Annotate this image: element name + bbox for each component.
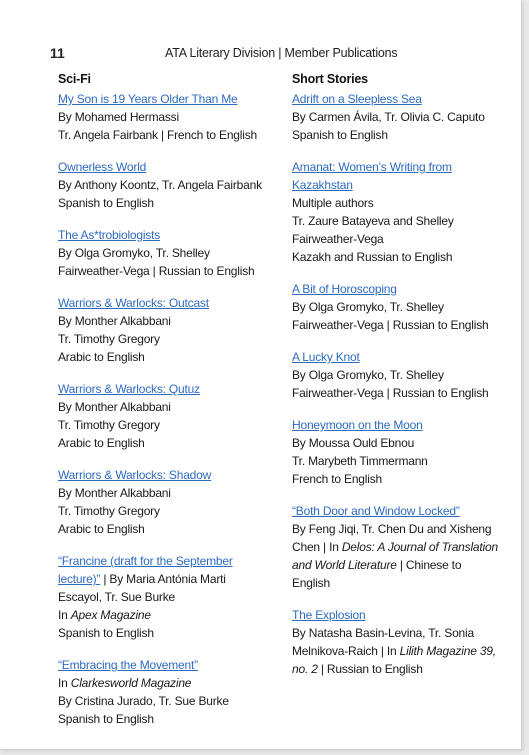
venue-name-cont: no. 2 xyxy=(292,662,318,676)
venue-line xyxy=(292,642,496,660)
publication-entry xyxy=(58,466,280,538)
publication-title-link[interactable]: Warriors & Warlocks: Qutuz xyxy=(58,382,200,396)
author-line: By Olga Gromyko, Tr. Shelley xyxy=(58,246,210,260)
publication-entry xyxy=(292,90,492,144)
translator-line: Tr. Timothy Gregory xyxy=(58,504,160,518)
publication-entry xyxy=(292,416,492,488)
short-stories-column xyxy=(292,70,498,692)
author-line: By Moussa Ould Ebnou xyxy=(292,436,415,450)
language-line: Arabic to English xyxy=(58,350,145,364)
publication-entry xyxy=(58,380,280,452)
publication-title-link[interactable]: A Bit of Horoscoping xyxy=(292,282,397,296)
section-heading-scifi: Sci-Fi xyxy=(58,72,91,86)
venue-line xyxy=(292,538,498,556)
publication-entry xyxy=(58,226,280,280)
author-line: By Monther Alkabbani xyxy=(58,400,171,414)
publication-entry xyxy=(58,656,280,728)
page-header: ATA Literary Division | Member Publications xyxy=(165,46,398,60)
author-line: By Monther Alkabbani xyxy=(58,486,171,500)
translator-line: Tr. Zaure Batayeva and Shelley xyxy=(292,214,454,228)
author-line: By Monther Alkabbani xyxy=(58,314,171,328)
translator-line: Fairweather-Vega | Russian to English xyxy=(292,318,489,332)
venue-name: Clarkesworld Magazine xyxy=(70,676,192,690)
venue-name-cont: and World Literature xyxy=(292,558,397,572)
author-line: Multiple authors xyxy=(292,196,374,210)
language-text: | Russian to English xyxy=(317,662,423,676)
translator-line: Tr. Angela Fairbank | French to English xyxy=(58,128,257,142)
venue-line-cont xyxy=(292,660,492,678)
venue-prefix: Melnikova-Raich | In xyxy=(292,644,400,658)
author-line: By Olga Gromyko, Tr. Shelley xyxy=(292,300,444,314)
publication-title-link[interactable]: Ownerless World xyxy=(58,160,147,174)
publication-entry xyxy=(58,158,280,212)
publication-title-link[interactable]: Amanat: Women’s Writing from xyxy=(292,160,452,174)
translator-line: Tr. Timothy Gregory xyxy=(58,418,160,432)
publication-entry xyxy=(58,90,280,144)
title-line xyxy=(58,552,280,570)
venue-line xyxy=(58,674,280,692)
language-line: Arabic to English xyxy=(58,436,145,450)
author-line: By Cristina Jurado, Tr. Sue Burke xyxy=(58,694,229,708)
publication-entry xyxy=(292,158,492,266)
publication-title-link[interactable]: The As*trobiologists xyxy=(58,228,161,242)
language-line: Arabic to English xyxy=(58,522,145,536)
author-line: By Olga Gromyko, Tr. Shelley xyxy=(292,368,444,382)
translator-line: Escayol, Tr. Sue Burke xyxy=(58,590,175,604)
publication-title-link[interactable]: “Embracing the Movement” xyxy=(58,658,198,672)
publication-entry xyxy=(292,348,492,402)
publication-entry xyxy=(58,294,280,366)
publication-entry xyxy=(292,502,498,592)
author-line: By Feng Jiqi, Tr. Chen Du and Xisheng xyxy=(292,522,492,536)
publication-title-link-cont[interactable]: lecture)” xyxy=(58,572,101,586)
translator-line: Fairweather-Vega | Russian to English xyxy=(58,264,255,278)
section-heading-short-stories: Short Stories xyxy=(292,72,368,86)
author-line: By Carmen Ávila, Tr. Olivia C. Caputo xyxy=(292,110,485,124)
venue-name: Delos: A Journal of Translation xyxy=(341,540,498,554)
publication-entry xyxy=(292,606,496,678)
publication-title-link[interactable]: Warriors & Warlocks: Outcast xyxy=(58,296,209,310)
language-line: Spanish to English xyxy=(58,196,154,210)
venue-name: Apex Magazine xyxy=(70,608,151,622)
page-number: 11 xyxy=(50,45,65,61)
translator-line: Tr. Timothy Gregory xyxy=(58,332,160,346)
venue-name: Lilith Magazine 39, xyxy=(399,644,496,658)
author-text: | By Maria Antónia Marti xyxy=(100,572,226,586)
venue-line xyxy=(58,606,280,624)
scifi-column xyxy=(58,70,280,742)
title-author-line xyxy=(58,570,280,588)
publication-entry xyxy=(58,552,280,642)
language-line: French to English xyxy=(292,472,382,486)
venue-prefix: In xyxy=(58,676,71,690)
publication-title-link[interactable]: “Francine (draft for the September xyxy=(58,554,233,568)
language-line: Spanish to English xyxy=(58,626,154,640)
publication-title-link-cont[interactable]: Kazakhstan xyxy=(292,178,353,192)
author-line: By Mohamed Hermassi xyxy=(58,110,179,124)
publication-entry xyxy=(292,280,492,334)
translator-line: Tr. Marybeth Timmermann xyxy=(292,454,428,468)
venue-prefix: Chen | In xyxy=(292,540,342,554)
venue-line-cont xyxy=(292,556,492,574)
language-line: Spanish to English xyxy=(58,712,154,726)
venue-prefix: In xyxy=(58,608,71,622)
author-line: By Natasha Basin-Levina, Tr. Sonia xyxy=(292,626,474,640)
translator-line-cont: Fairweather-Vega xyxy=(292,232,384,246)
publication-title-link[interactable]: The Explosion xyxy=(292,608,366,622)
language-line: Spanish to English xyxy=(292,128,388,142)
language-line: English xyxy=(292,576,330,590)
publication-title-link[interactable]: Warriors & Warlocks: Shadow xyxy=(58,468,212,482)
author-line: By Anthony Koontz, Tr. Angela Fairbank xyxy=(58,178,262,192)
publication-title-link[interactable]: Honeymoon on the Moon xyxy=(292,418,423,432)
publication-title-link[interactable]: A Lucky Knot xyxy=(292,350,360,364)
language-text: | Chinese to xyxy=(396,558,462,572)
publication-title-link[interactable]: My Son is 19 Years Older Than Me xyxy=(58,92,238,106)
translator-line: Fairweather-Vega | Russian to English xyxy=(292,386,489,400)
publication-title-link[interactable]: “Both Door and Window Locked” xyxy=(292,504,460,518)
publication-title-link[interactable]: Adrift on a Sleepless Sea xyxy=(292,92,422,106)
language-line: Kazakh and Russian to English xyxy=(292,250,453,264)
